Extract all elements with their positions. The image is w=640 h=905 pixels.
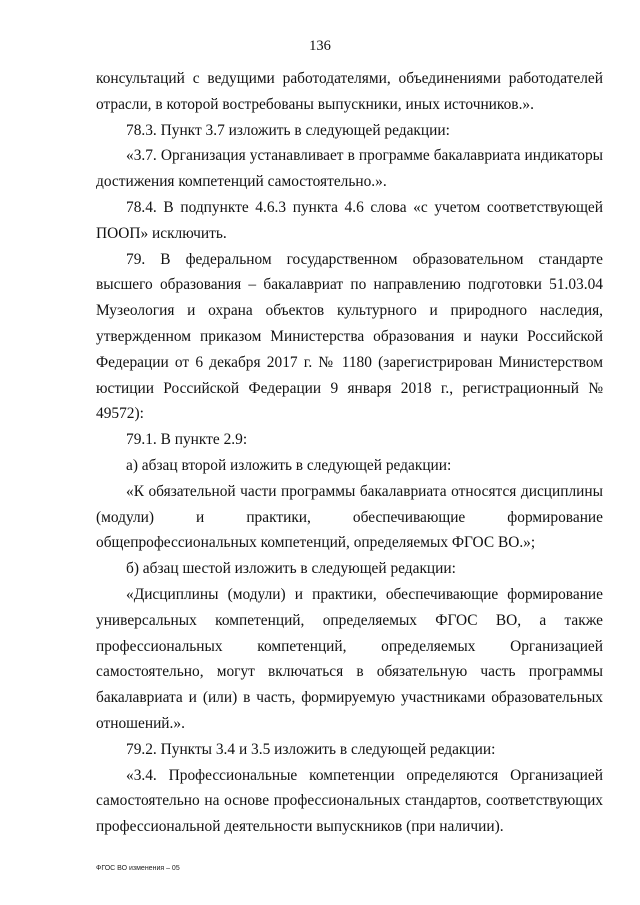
- paragraph: 79. В федеральном государственном образовательном стандарте высшего образования – бакалавриат по направлению подготовки 51.03.04 Музеология и охрана объектов культурного и природного наследия, утвержденном приказом Министерства образования и науки Российской Федерации от 6 декабря 2017 г. № 1180 (зарегистрирован Министерством юстиции Российской Федерации 9 января 2018 г., регистрационный № 49572):: [96, 250, 603, 423]
- paragraph: 79.2. Пункты 3.4 и 3.5 изложить в следующей редакции:: [126, 740, 496, 758]
- page-number: 136: [309, 38, 331, 54]
- paragraph: «3.4. Профессиональные компетенции определяются Организацией самостоятельно на основе профессиональных стандартов, соответствующих профессиональной деятельности выпускников (при наличии).: [96, 766, 603, 836]
- paragraph: «3.7. Организация устанавливает в программе бакалавриата индикаторы достижения компетенций самостоятельно.».: [96, 147, 603, 191]
- paragraph: 78.3. Пункт 3.7 изложить в следующей редакции:: [126, 121, 450, 139]
- paragraph: 78.4. В подпункте 4.6.3 пункта 4.6 слова «с учетом соответствующей ПООП» исключить.: [96, 198, 603, 242]
- paragraph: а) абзац второй изложить в следующей редакции:: [126, 456, 452, 474]
- paragraph: «Дисциплины (модули) и практики, обеспечивающие формирование универсальных компетенций, определяемых ФГОС ВО, а также профессиональных компетенций, определяемых Организацией самостоятельно, могут включаться в обязательную часть программы бакалавриата и (или) в часть, формируемую участниками образовательных отношений.».: [96, 585, 603, 732]
- paragraph: «К обязательной части программы бакалавриата относятся дисциплины (модули) и практики, обеспечивающие формирование общепрофессиональных компетенций, определяемых ФГОС ВО.»;: [96, 482, 603, 552]
- paragraph: консультаций с ведущими работодателями, объединениями работодателей отрасли, в которой востребованы выпускники, иных источников.».: [96, 70, 603, 113]
- document-body: [96, 66, 603, 840]
- paragraph: б) абзац шестой изложить в следующей редакции:: [126, 560, 456, 578]
- paragraph: 79.1. В пункте 2.9:: [126, 431, 248, 449]
- document-footer: ФГОС ВО изменения – 05: [96, 865, 180, 872]
